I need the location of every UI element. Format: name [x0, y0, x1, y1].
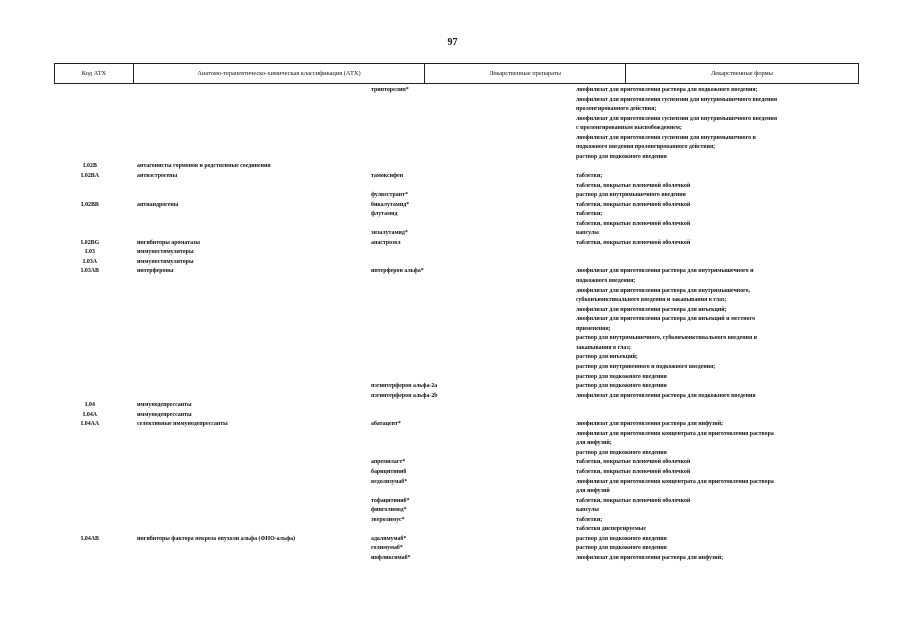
table-row	[0, 487, 905, 497]
dosage-form: таблетки, покрытые пленочной оболочкой	[576, 497, 691, 504]
table-row	[0, 478, 905, 488]
atc-classification: иммуностимуляторы	[137, 258, 194, 265]
dosage-form: раствор для внутримышечного введения	[576, 192, 686, 199]
table-row	[0, 544, 905, 554]
table-row	[0, 86, 905, 96]
dosage-form: лиофилизат для приготовления раствора для инъекций;	[576, 306, 727, 313]
drug-name: ведолизумаб*	[371, 478, 408, 485]
table-row	[0, 296, 905, 306]
dosage-form: лиофилизат для приготовления раствора для инфузий;	[576, 421, 724, 428]
table-row	[0, 191, 905, 201]
dosage-form: для инфузий;	[576, 440, 612, 447]
table-row	[0, 239, 905, 249]
atc-classification: антагонисты гормонов и родственные соединения	[137, 163, 271, 170]
atc-code: L02BG	[80, 239, 100, 246]
table-row	[0, 458, 905, 468]
table-row	[0, 401, 905, 411]
dosage-form: раствор для внутримышечного, субконъюнктивального введения и	[576, 335, 758, 342]
dosage-form: раствор для внутривенного и подкожного введения;	[576, 363, 716, 370]
table-row	[0, 497, 905, 507]
dosage-form: подкожного введения пролонгированного действия;	[576, 144, 716, 151]
table-row	[0, 162, 905, 172]
dosage-form: лиофилизат для приготовления суспензии для внутримышечного и	[576, 134, 756, 141]
table-row	[0, 411, 905, 421]
dosage-form: с пролонгированным высвобождением;	[576, 125, 682, 132]
drug-name: инфликсимаб*	[371, 554, 411, 561]
atc-classification: интерфероны	[137, 268, 174, 275]
atc-classification: иммунодепрессанты	[137, 402, 192, 409]
table-header	[54, 63, 859, 84]
dosage-form: лиофилизат для приготовления концентрата для приготовления раствора	[576, 430, 774, 437]
dosage-form: таблетки;	[576, 211, 603, 218]
atc-code: L04AA	[80, 421, 100, 428]
table-row	[0, 153, 905, 163]
page-number: 97	[447, 37, 458, 48]
table-row	[0, 306, 905, 316]
table-row	[0, 248, 905, 258]
table-row	[0, 115, 905, 125]
table-row	[0, 287, 905, 297]
table-row	[0, 353, 905, 363]
dosage-form: таблетки диспергируемые	[576, 526, 646, 533]
dosage-form: раствор для инъекций;	[576, 354, 638, 361]
dosage-form: раствор для подкожного введения	[576, 383, 667, 390]
dosage-form: лиофилизат для приготовления суспензии для внутримышечного введения	[576, 115, 778, 122]
dosage-form: раствор для подкожного введения	[576, 535, 667, 542]
dosage-form: для инфузий	[576, 488, 610, 495]
drug-name: адалимумаб*	[371, 535, 407, 542]
dosage-form: таблетки, покрытые пленочной оболочкой	[576, 469, 691, 475]
dosage-form: закапывания в глаз;	[576, 344, 631, 351]
drug-name: интерферон альфа*	[371, 268, 424, 275]
table-row	[0, 506, 905, 516]
table-row	[0, 363, 905, 373]
drug-name: бикалутамид*	[371, 201, 410, 208]
table-row	[0, 229, 905, 239]
dosage-form: лиофилизат для приготовления раствора для внутримышечного,	[576, 287, 751, 294]
table-row	[0, 392, 905, 402]
atc-code: L02BB	[81, 201, 99, 208]
drug-name: финголимод*	[371, 507, 407, 514]
table-row	[0, 182, 905, 192]
table-row	[0, 449, 905, 459]
table-row	[0, 535, 905, 545]
drug-name: трипторелин*	[371, 87, 409, 93]
drug-name: абатацепт*	[371, 421, 401, 428]
dosage-form: лиофилизат для приготовления суспензии для внутримышечного введения	[576, 96, 778, 103]
table-row	[0, 468, 905, 478]
header-code: Код АТХ	[81, 70, 107, 77]
table-row	[0, 420, 905, 430]
dosage-form: таблетки, покрытые пленочной оболочкой	[576, 459, 691, 466]
table-row	[0, 525, 905, 535]
atc-classification: ингибиторы ароматазы	[137, 239, 201, 246]
dosage-form: пролонгированного действия;	[576, 106, 657, 113]
drug-name: голимумаб*	[371, 545, 403, 552]
drug-name: эверолимус*	[371, 516, 405, 523]
dosage-form: подкожного введения;	[576, 278, 636, 284]
table-row	[0, 277, 905, 287]
dosage-form: таблетки, покрытые пленочной оболочкой	[576, 201, 691, 208]
dosage-form: лиофилизат для приготовления раствора для подкожного введения	[576, 392, 756, 399]
atc-classification: иммуностимуляторы	[137, 249, 194, 256]
table-row	[0, 201, 905, 211]
dosage-form: капсулы	[576, 507, 599, 514]
atc-code: L02BA	[80, 172, 99, 179]
drug-name: апремиласт*	[371, 459, 406, 466]
drug-name: тофацитиниб*	[371, 497, 410, 504]
dosage-form: лиофилизат для приготовления концентрата для приготовления раствора	[576, 478, 774, 485]
table-row	[0, 430, 905, 440]
table-row	[0, 210, 905, 220]
atc-code: L02B	[83, 163, 97, 170]
drug-name: энзалутамид*	[371, 230, 408, 237]
dosage-form: раствор для подкожного введения	[576, 153, 667, 160]
table-row	[0, 258, 905, 268]
dosage-form: раствор для подкожного введения	[576, 373, 667, 380]
table-row	[0, 373, 905, 383]
dosage-form: таблетки, покрытые пленочной оболочкой	[576, 220, 691, 227]
drug-name: фулвестрант*	[371, 192, 408, 199]
atc-code: L03AB	[80, 268, 99, 275]
table-row	[0, 267, 905, 277]
table-row	[0, 96, 905, 106]
header-drugs: Лекарственные препараты	[424, 64, 625, 83]
atc-code: L04A	[82, 411, 98, 418]
drug-name: пэгинтерферон альфа-2b	[371, 392, 438, 399]
table-row	[0, 134, 905, 144]
dosage-form: лиофилизат для приготовления раствора для внутримышечного и	[576, 268, 754, 275]
drug-name: анастрозол	[371, 239, 401, 246]
drug-name: барицитиниб	[371, 469, 407, 475]
table-row	[0, 439, 905, 449]
table-row	[0, 124, 905, 134]
drug-name: тамоксифен	[371, 172, 404, 179]
dosage-form: таблетки, покрытые пленочной оболочкой	[576, 182, 691, 189]
atc-code: L03A	[82, 258, 98, 265]
dosage-form: раствор для подкожного введения	[576, 449, 667, 456]
atc-code: L04AB	[80, 535, 99, 542]
table-row	[0, 516, 905, 526]
atc-classification: ингибиторы фактора некроза опухоли альфа (ФНО-альфа)	[137, 535, 296, 542]
atc-classification: иммунодепрессанты	[137, 411, 192, 418]
atc-code: L04	[85, 402, 95, 409]
dosage-form: лиофилизат для приготовления раствора для подкожного введения;	[576, 87, 758, 93]
table-row	[0, 143, 905, 153]
table-row	[0, 382, 905, 392]
table-row	[0, 105, 905, 115]
table-row	[0, 172, 905, 182]
dosage-form: субконъюнктивального введения и закапывания в глаз;	[576, 297, 727, 304]
atc-classification: антиэстрогены	[137, 172, 178, 179]
atc-classification: селективные иммунодепрессанты	[137, 421, 228, 428]
dosage-form: капсулы	[576, 230, 599, 237]
drug-name: пэгинтерферон альфа-2a	[371, 383, 438, 390]
table-row	[0, 344, 905, 354]
dosage-form: лиофилизат для приготовления раствора для инфузий;	[576, 554, 724, 561]
dosage-form: таблетки;	[576, 172, 603, 179]
header-forms: Лекарственные формы	[625, 64, 858, 83]
dosage-form: таблетки;	[576, 516, 603, 523]
dosage-form: применения;	[576, 325, 611, 332]
table-row	[0, 554, 905, 564]
table-row	[0, 325, 905, 335]
table-row	[0, 315, 905, 325]
header-classification: Анатомо-терапевтическо-химическая классификация (АТХ)	[133, 64, 424, 83]
dosage-form: лиофилизат для приготовления раствора для инъекций и местного	[576, 316, 756, 323]
table-row	[0, 334, 905, 344]
atc-classification: антиандрогены	[137, 201, 179, 208]
atc-code: L03	[85, 249, 95, 256]
table-row	[0, 220, 905, 230]
dosage-form: таблетки, покрытые пленочной оболочкой	[576, 239, 691, 246]
dosage-form: раствор для подкожного введения	[576, 545, 667, 552]
drug-name: флутамид	[371, 211, 398, 218]
